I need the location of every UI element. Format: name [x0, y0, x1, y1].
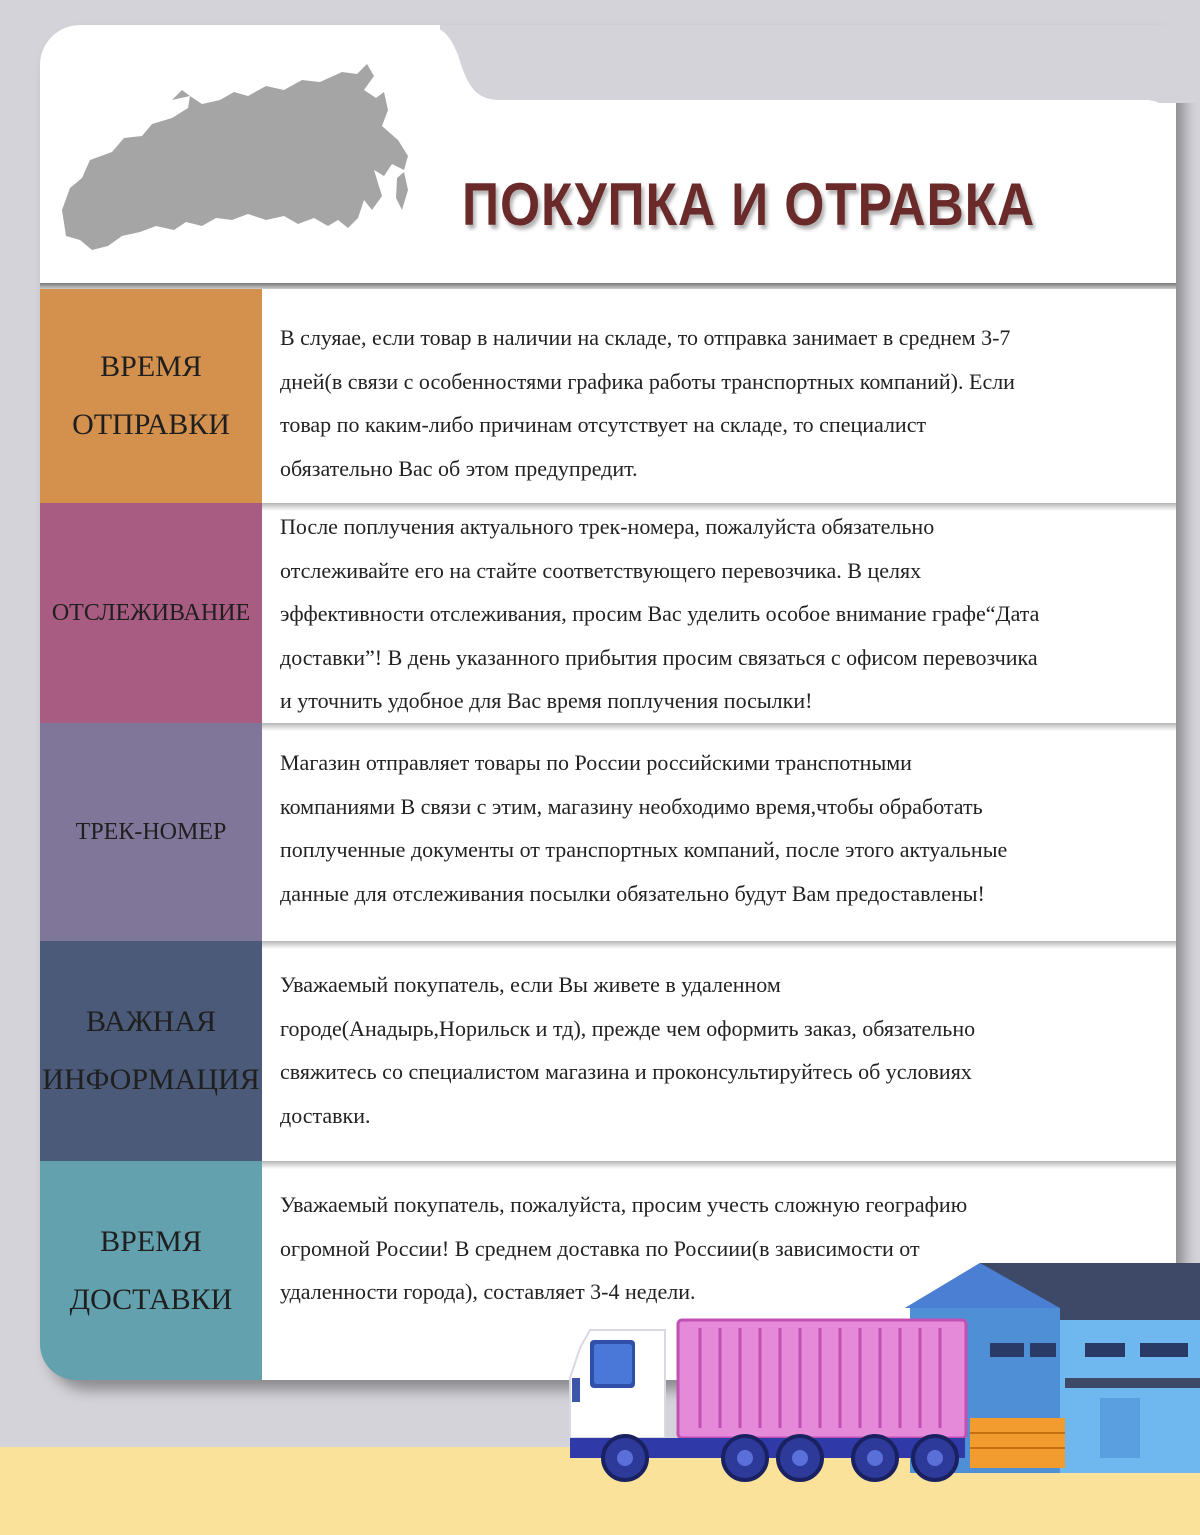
truck-warehouse-illustration: [560, 1258, 1200, 1488]
label-line: ОТПРАВКИ: [72, 408, 230, 441]
text-line: городе(Анадырь,Норильск и тд), прежде чем оформить заказ, обязательно: [280, 1015, 976, 1041]
text-line: дней(в связи с особенностями графика работы транспортных компаний). Если: [280, 368, 1015, 394]
russia-map-icon: [52, 60, 432, 260]
text-line: эффективности отслеживания, просим Вас уделить особое внимание графе“Дата: [280, 601, 1040, 626]
text-line: доставки”! В день указанного прибытия просим связаться с офисом перевозчика: [280, 644, 1038, 670]
label-line: ВРЕМЯ: [100, 350, 202, 383]
label-line: ОТСЛЕЖИВАНИЕ: [51, 600, 251, 626]
section-tracking: [40, 503, 1176, 723]
label-line: ВРЕМЯ: [100, 1224, 202, 1258]
label-line: ВАЖНАЯ: [85, 1005, 216, 1038]
section-text: [280, 723, 1160, 959]
text-line: Уважаемый покупатель, пожалуйста, просим учесть сложную географию: [280, 1192, 968, 1217]
section-shipping-time: [40, 289, 1176, 503]
section-track-number: [40, 723, 1176, 941]
section-text: [280, 503, 1160, 725]
header-notch: [440, 25, 1200, 103]
text-line: свяжитесь со специалистом магазина и проконсультируйтесь об условиях: [280, 1059, 972, 1084]
text-line: Магазин отправляет товары по России российскими транспотными: [280, 750, 912, 775]
text-line: В слуяае, если товар в наличии на складе, то отправка занимает в среднем 3-7: [280, 325, 1011, 350]
text-line: удаленности города), составляет 3-4 недели.: [280, 1279, 696, 1304]
text-line: После поплучения актуального трек-номера, пожалуйста обязательно: [280, 514, 935, 539]
section-text: [280, 941, 1160, 1183]
text-line: данные для отслеживания посылки обязательно будут Вам предоставлены!: [280, 880, 985, 906]
text-line: и уточнить удобное для Вас время поплучения посылки!: [280, 688, 813, 713]
text-line: огромной России! В среднем доставка по Россиии(в зависимости от: [280, 1235, 920, 1261]
section-text: [280, 289, 1160, 530]
section-label: [40, 941, 262, 1161]
section-important-info: [40, 941, 1176, 1161]
section-label: [40, 289, 262, 503]
page-title: ПОКУПКА И ОТРАВКА: [462, 171, 1036, 238]
text-line: доставки.: [280, 1102, 371, 1128]
text-line: поплученные документы от транспортных компаний, после этого актуальные: [280, 837, 1008, 862]
text-line: компаниями В связи с этим, магазину необходимо время,чтобы обработать: [280, 793, 983, 819]
section-label: [40, 503, 262, 723]
label-line: ТРЕК-НОМЕР: [75, 819, 227, 845]
label-line: ДОСТАВКИ: [69, 1282, 233, 1316]
label-line: ИНФОРМАЦИЯ: [42, 1063, 260, 1096]
text-line: Уважаемый покупатель, если Вы живете в удаленном: [280, 972, 781, 997]
text-line: отслеживайте его на стайте соответствующего перевозчика. В целях: [280, 557, 922, 583]
text-line: обязательно Вас об этом предупредит.: [280, 455, 638, 481]
section-label: [40, 723, 262, 941]
section-label: [40, 1161, 262, 1380]
text-line: товар по каким-либо причинам отсутствует на складе, то специалист: [280, 412, 927, 437]
